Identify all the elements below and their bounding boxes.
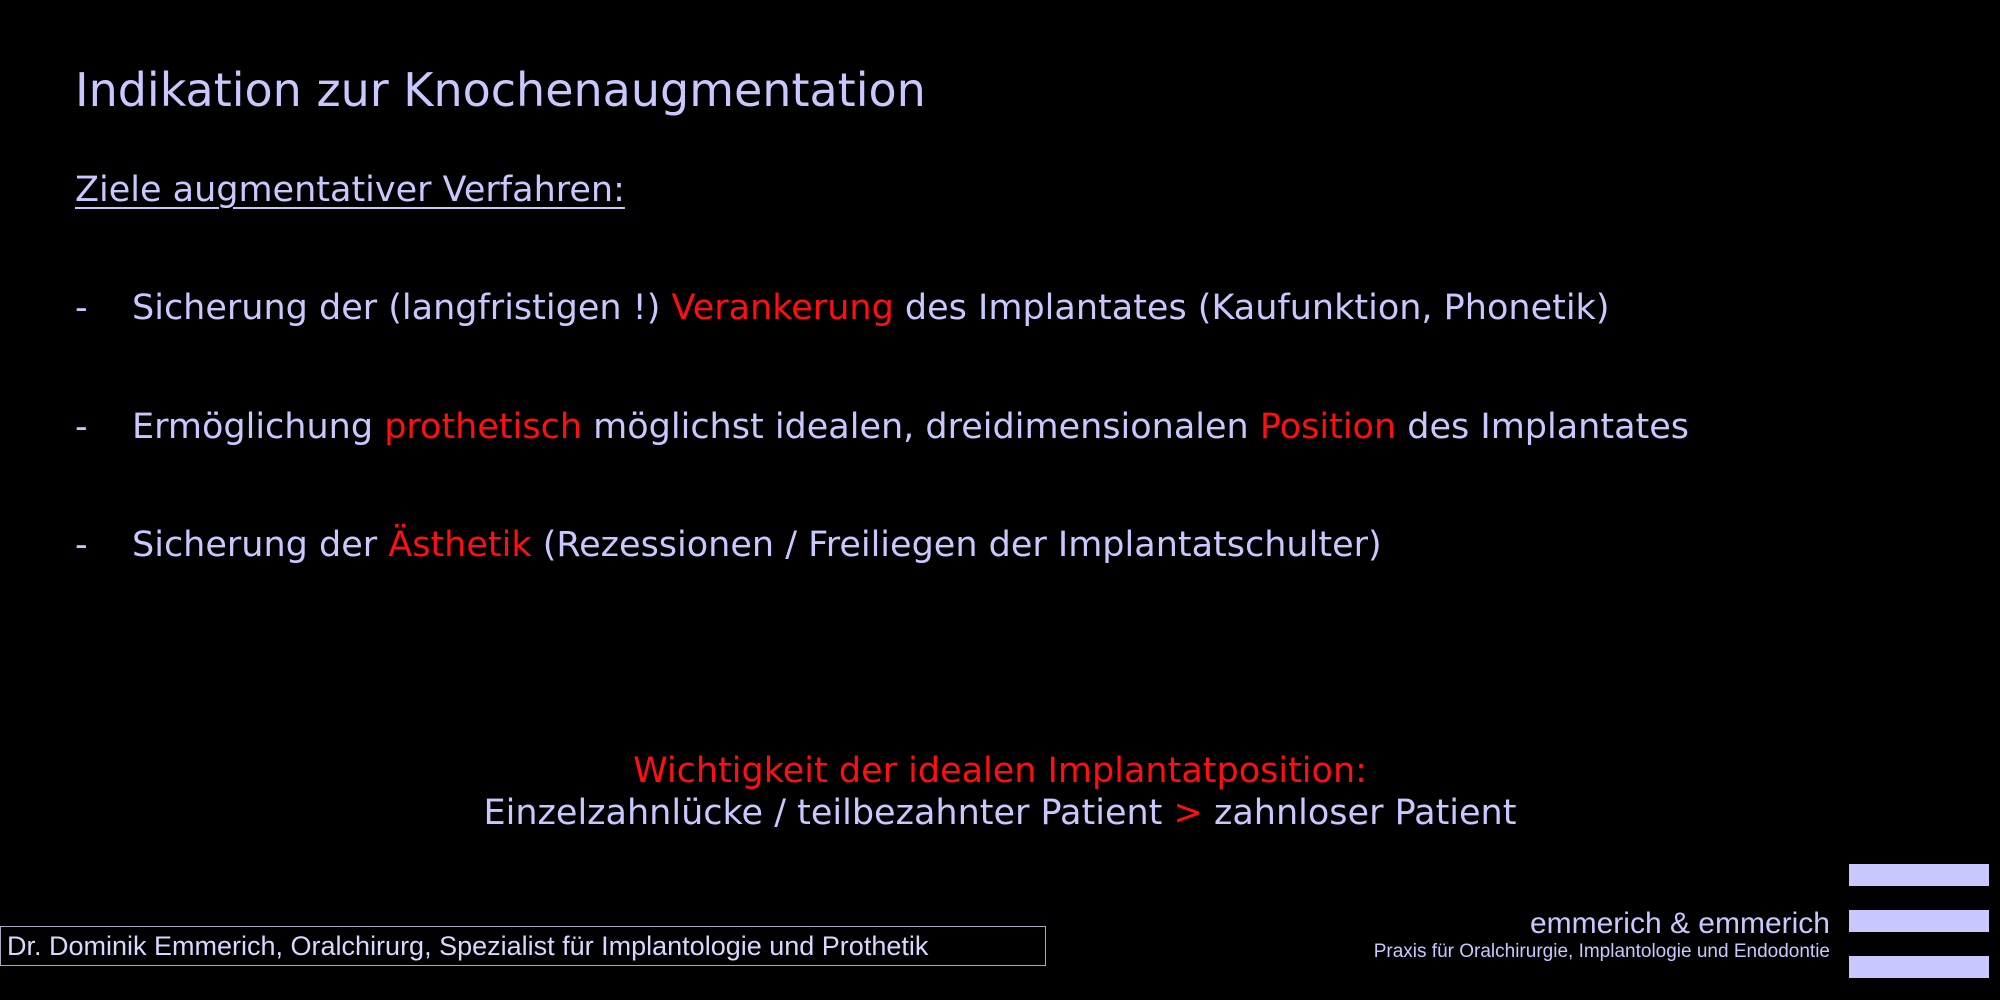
highlight-text: Ästhetik (388, 525, 532, 565)
highlight-text: Verankerung (671, 288, 894, 328)
bullet-marker: - (75, 288, 88, 328)
section-subtitle: Ziele augmentativer Verfahren: (75, 170, 625, 210)
bullet-text: (Rezessionen / Freiliegen der Implantatschulter) (531, 525, 1382, 565)
comparison-right: zahnloser Patient (1202, 793, 1517, 833)
logo-bar-middle (1849, 910, 1989, 932)
importance-comparison (0, 792, 2000, 834)
logo-bar-bottom (1849, 956, 1989, 978)
logo-bar-top (1849, 864, 1989, 886)
highlight-text: prothetisch (384, 407, 583, 447)
bullet-item-aesthetics (75, 523, 1382, 567)
bullet-text: möglichst idealen, dreidimensionalen (582, 407, 1260, 447)
bullet-item-position (75, 405, 1689, 449)
author-footer: Dr. Dominik Emmerich, Oralchirurg, Spezialist für Implantologie und Prothetik (0, 926, 1046, 966)
bullet-marker: - (75, 407, 88, 447)
bullet-text: des Implantates (Kaufunktion, Phonetik) (893, 288, 1610, 328)
slide-title: Indikation zur Knochenaugmentation (75, 63, 926, 117)
importance-heading: Wichtigkeit der idealen Implantatposition: (633, 751, 1367, 791)
bullet-text: Sicherung der (langfristigen !) (132, 288, 672, 328)
highlight-text: Position (1259, 407, 1397, 447)
bullet-marker: - (75, 525, 88, 565)
comparison-operator: > (1173, 793, 1203, 833)
brand-name: emmerich & emmerich (1529, 907, 1830, 940)
bullet-text: Sicherung der (132, 525, 389, 565)
comparison-left: Einzelzahnlücke / teilbezahnter Patient (483, 793, 1174, 833)
bullet-text: Ermöglichung (132, 407, 385, 447)
brand-subtitle: Praxis für Oralchirurgie, Implantologie und Endodontie (1373, 941, 1830, 962)
bullet-text: des Implantates (1396, 407, 1690, 447)
bullet-item-anchorage (75, 286, 1609, 330)
